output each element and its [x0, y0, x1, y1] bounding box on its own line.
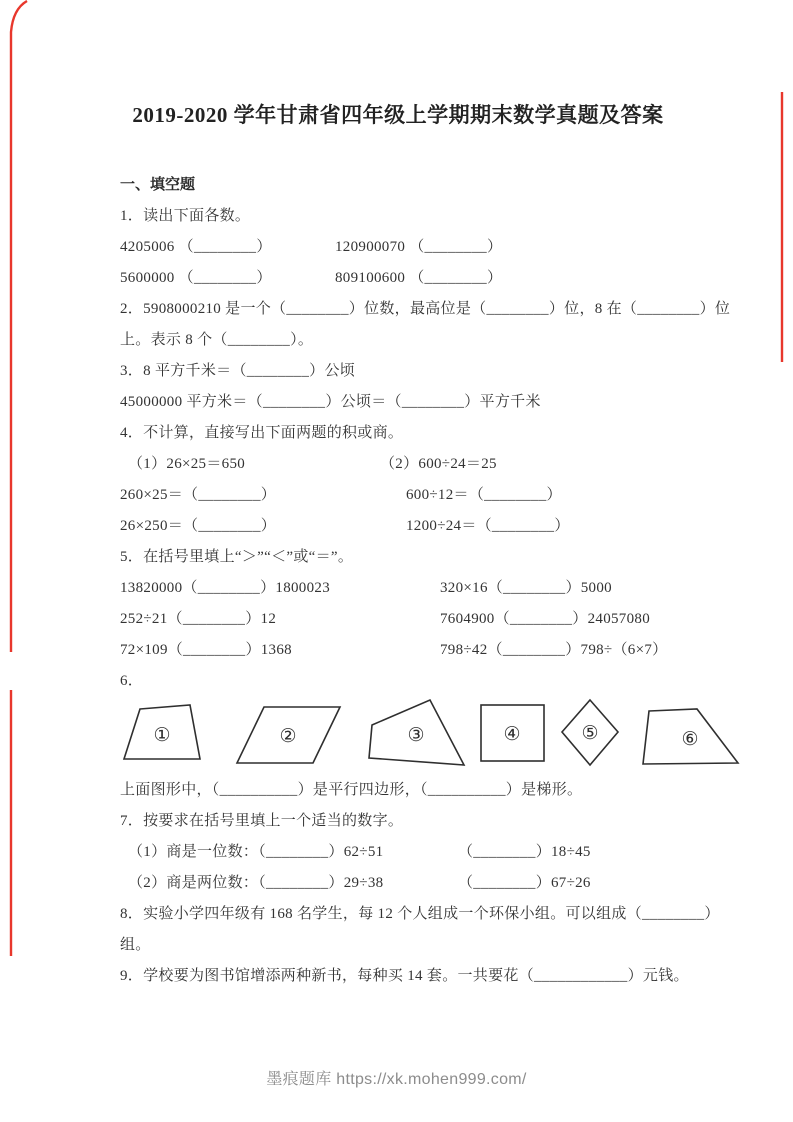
q7-row1-left: （1）商是一位数：（________）62÷51 — [128, 844, 384, 860]
q4-row3 — [120, 511, 676, 542]
q5-row3 — [120, 635, 676, 666]
q1-stem-text: 1．读出下面各数。 — [120, 208, 251, 224]
q2-line2-text: 上。表示 8 个（________）。 — [120, 332, 314, 348]
red-pen-mark-top-left — [11, 1, 27, 652]
q4-stem — [120, 418, 676, 449]
q7-row2-left: （2）商是两位数：（________）29÷38 — [128, 875, 384, 891]
q4-row1 — [120, 449, 676, 480]
q4-stem-text: 4．不计算，直接写出下面两题的积或商。 — [120, 425, 404, 441]
q1-row2-right: 809100600 （________） — [335, 270, 503, 286]
q4-row3-left: 26×250＝（________） — [120, 518, 277, 534]
q1-row2-left: 5600000 （________） — [120, 270, 272, 286]
q1-row2 — [120, 263, 676, 294]
shape-2-label: ② — [279, 726, 297, 747]
q8-line2-text: 组。 — [120, 937, 151, 953]
q7-row1-right: （________）18÷45 — [458, 844, 591, 860]
q5-row1-left: 13820000（________）1800023 — [120, 580, 330, 596]
q5-row1-right: 320×16（________）5000 — [440, 580, 612, 596]
q7-stem-text: 7．按要求在括号里填上一个适当的数字。 — [120, 813, 404, 829]
q3-line2-text: 45000000 平方米＝（________）公顷＝（________）平方千米 — [120, 394, 541, 410]
q8-line1-text: 8．实验小学四年级有 168 名学生，每 12 个人组成一个环保小组。可以组成（________） — [120, 906, 720, 922]
q1-row1 — [120, 232, 676, 263]
q7-row2-right: （________）67÷26 — [458, 875, 591, 891]
q5-row2-left: 252÷21（________）12 — [120, 611, 277, 627]
q2-line2 — [120, 325, 676, 356]
q5-stem-text: 5．在括号里填上“＞”“＜”或“＝”。 — [120, 549, 354, 565]
q5-stem — [120, 542, 676, 573]
q4-row3-right: 1200÷24＝（________） — [406, 518, 570, 534]
q5-row2-right: 7604900（________）24057080 — [440, 611, 650, 627]
q1-row1-left: 4205006 （________） — [120, 239, 272, 255]
shape-5-label: ⑤ — [581, 723, 599, 744]
q4-row1-left: （1）26×25＝650 — [128, 456, 246, 472]
shape-4-label: ④ — [503, 724, 521, 745]
q5-row3-right: 798÷42（________）798÷（6×7） — [440, 642, 668, 658]
q5-row2 — [120, 604, 676, 635]
q4-row2-right: 600÷12＝（________） — [406, 487, 562, 503]
q3-line2 — [120, 387, 676, 418]
q9-line1-text: 9．学校要为图书馆增添两种新书，每种买 14 套。一共要花（____________）元钱。 — [120, 968, 689, 984]
q8-line1 — [120, 899, 720, 930]
shape-1-label: ① — [153, 725, 171, 746]
shapes-svg — [120, 697, 750, 775]
q6-caption-text: 上面图形中，（__________）是平行四边形，（__________）是梯形。 — [120, 782, 583, 798]
q3-line1-text: 3．8 平方千米＝（________）公顷 — [120, 363, 356, 379]
q6-stem — [120, 666, 676, 697]
q1-stem — [120, 201, 676, 232]
q4-row2 — [120, 480, 676, 511]
shape-3-label: ③ — [407, 725, 425, 746]
q1-row1-right: 120900070 （________） — [335, 239, 503, 255]
q4-row1-right: （2）600÷24＝25 — [380, 456, 497, 472]
q2-line1-text: 2．5908000210 是一个（________）位数，最高位是（________）位，8 在（________）位 — [120, 301, 731, 317]
q7-stem — [120, 806, 676, 837]
q7-row1 — [120, 837, 676, 868]
q6-shapes-figure — [120, 697, 699, 775]
q7-row2 — [120, 868, 676, 899]
section-heading-fill-in-blanks: 一、填空题 — [120, 177, 196, 193]
q2-line1 — [120, 294, 731, 325]
page-title: 2019-2020 学年甘肃省四年级上学期期末数学真题及答案 — [132, 103, 664, 127]
q5-row3-left: 72×109（________）1368 — [120, 642, 292, 658]
q8-line2 — [120, 930, 676, 961]
q3-line1 — [120, 356, 676, 387]
q6-stem-text: 6． — [120, 673, 144, 689]
q5-row1 — [120, 573, 676, 604]
shape-6-label: ⑥ — [681, 729, 699, 750]
q4-row2-left: 260×25＝（________） — [120, 487, 277, 503]
footer-watermark: 墨痕题库 https://xk.mohen999.com/ — [266, 1071, 527, 1088]
exam-content — [120, 0, 731, 992]
q9-line1 — [120, 961, 689, 992]
q6-caption — [120, 775, 676, 806]
